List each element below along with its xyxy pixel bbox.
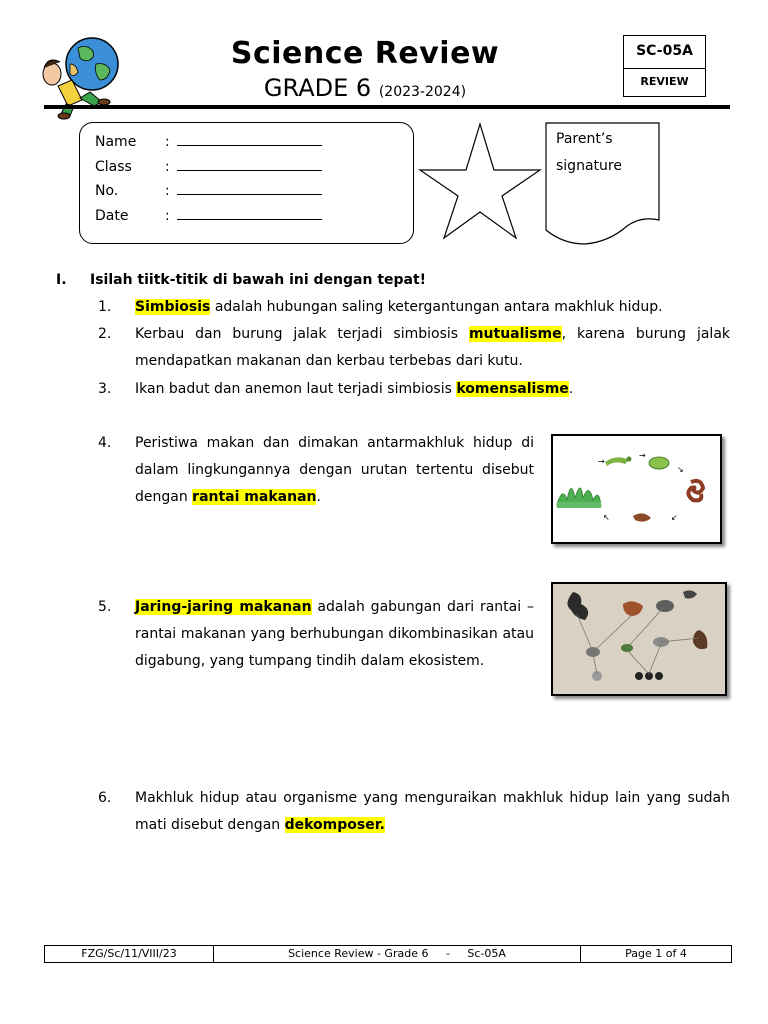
document-code: SC-05A [624,36,705,69]
field-separator: : [165,208,170,224]
number-field[interactable] [177,182,322,195]
page-title: Science Review [230,36,500,71]
document-type: REVIEW [640,75,689,88]
grade-label: GRADE 6 [263,74,372,102]
answer-highlight: komensalisme [456,381,569,397]
score-star-shape [418,122,542,240]
item-text: Peristiwa makan dan dimakan antarmakhluk hidup di dalam lingkungannya dengan urutan tertentu disebut dengan [135,435,534,505]
item-5-text [135,594,534,675]
field-separator: : [165,159,170,175]
item-text: . [316,489,321,505]
class-field[interactable] [177,158,322,171]
answer-highlight: dekomposer. [284,817,385,833]
svg-text:↙: ↙ [671,513,678,522]
document-code-box [623,35,706,97]
footer-title: Science Review - Grade 6 - Sc-05A [214,946,581,962]
parent-signature-label [556,126,622,180]
svg-text:→: → [598,457,605,466]
item-number: 5. [98,599,112,615]
date-row [95,207,322,227]
item-text: Makhluk hidup atau organisme yang menguraikan makhluk hidup lain yang sudah mati disebut dengan [135,790,730,833]
item-text: Ikan badut dan anemon laut terjadi simbiosis [135,381,457,397]
answer-highlight: Jaring-jaring makanan [135,599,312,615]
item-3-text [135,376,730,403]
parent-label-line1: Parent’s [556,131,613,147]
item-4-text [135,430,534,511]
field-separator: : [165,183,170,199]
field-separator: : [165,134,170,150]
footer-doc-id: FZG/Sc/11/VIII/23 [45,946,214,962]
svg-text:→: → [639,451,646,460]
school-year: (2023-2024) [378,84,467,100]
grade-line [0,74,730,102]
item-6-text [135,785,730,839]
food-web-image [551,582,727,696]
field-label: Class [95,159,132,175]
item-text: adalah hubungan saling ketergantungan antara makhluk hidup. [210,299,663,315]
page-footer [44,945,732,963]
item-number: 4. [98,435,112,451]
field-label: Date [95,208,129,224]
item-number: 6. [98,790,112,806]
answer-highlight: Simbiosis [135,299,211,315]
item-number: 1. [98,299,112,315]
header-rule [44,105,730,109]
name-row [95,133,322,153]
food-chain-image [551,434,722,544]
item-1-text [135,294,730,321]
name-field[interactable] [177,133,322,146]
parent-label-line2: signature [556,158,622,174]
section-instruction: Isilah tiitk-titik di bawah ini dengan tepat! [90,272,427,288]
answer-highlight: rantai makanan [192,489,317,505]
item-text: , karena burung jalak mendapatkan makanan dan kerbau terbebas dari kutu. [135,326,731,369]
field-label: Name [95,134,137,150]
item-text: . [568,381,574,397]
svg-text:↘: ↘ [677,465,684,474]
item-2-text [135,321,730,375]
number-row [95,182,322,202]
item-number: 3. [98,381,112,397]
item-text: adalah gabungan dari rantai – rantai makanan yang berhubungan dikombinasikan atau digabung, yang tumpang tindih dalam ekosistem. [135,599,534,669]
answer-highlight: mutualisme [468,326,562,342]
class-row [95,158,322,178]
date-field[interactable] [177,207,322,220]
item-text: Kerbau dan burung jalak terjadi simbiosis [135,326,469,342]
svg-text:↖: ↖ [603,513,610,522]
field-label: No. [95,183,119,199]
section-number: I. [56,272,67,288]
student-info-card [79,122,414,244]
footer-page-number: Page 1 of 4 [625,947,687,960]
item-number: 2. [98,326,112,342]
